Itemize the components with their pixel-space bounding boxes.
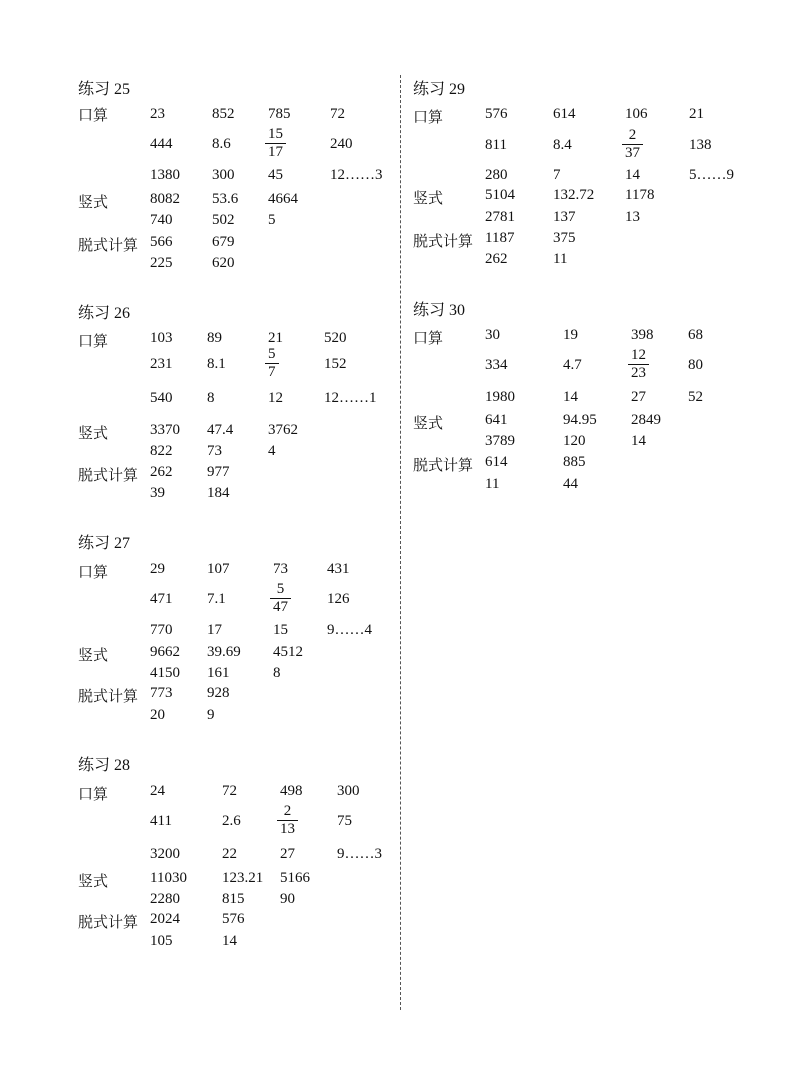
oral-answer: 431	[327, 561, 350, 577]
step-answer: 977	[207, 464, 230, 480]
fraction-answer	[628, 347, 649, 382]
fraction-answer	[622, 127, 643, 162]
step-answer: 773	[150, 685, 173, 701]
oral-answer: 8.6	[212, 136, 231, 152]
fraction-numerator: 5	[270, 581, 291, 599]
fraction-denominator: 37	[625, 145, 640, 161]
oral-answer: 398	[631, 327, 654, 343]
vertical-label: 竖式	[78, 648, 109, 664]
fraction-numerator: 12	[628, 347, 649, 365]
oral-answer: 73	[273, 561, 288, 577]
vertical-answer: 8	[273, 665, 281, 681]
oral-answer: 9……4	[327, 622, 372, 638]
step-answer: 576	[222, 911, 245, 927]
step-label: 脱式计算	[78, 689, 139, 705]
oral-answer: 12……3	[330, 167, 383, 183]
fraction-answer	[265, 126, 286, 161]
oral-answer: 24	[150, 783, 165, 799]
step-answer: 9	[207, 707, 215, 723]
vertical-answer: 90	[280, 891, 295, 907]
oral-answer: 80	[688, 357, 703, 373]
vertical-answer: 47.4	[207, 422, 234, 438]
oral-answer: 411	[150, 813, 172, 829]
step-answer: 44	[563, 476, 578, 492]
step-answer: 184	[207, 485, 230, 501]
oral-answer: 15	[273, 622, 288, 638]
vertical-answer: 5104	[485, 187, 515, 203]
section-title: 练习 30	[413, 302, 466, 319]
vertical-answer: 73	[207, 443, 222, 459]
vertical-answer: 11030	[150, 870, 187, 886]
oral-answer: 3200	[150, 846, 180, 862]
oral-answer: 576	[485, 106, 508, 122]
vertical-answer: 132.72	[553, 187, 595, 203]
oral-label: 口算	[78, 108, 109, 124]
vertical-answer: 123.21	[222, 870, 264, 886]
oral-answer: 30	[485, 327, 500, 343]
oral-answer: 75	[337, 813, 352, 829]
section-title: 练习 29	[413, 81, 466, 98]
oral-answer: 89	[207, 330, 222, 346]
step-answer: 262	[485, 251, 508, 267]
fraction-denominator: 13	[280, 821, 295, 837]
oral-answer: 300	[212, 167, 235, 183]
oral-answer: 21	[268, 330, 283, 346]
oral-answer: 12	[268, 390, 283, 406]
step-answer: 262	[150, 464, 173, 480]
step-answer: 225	[150, 255, 173, 271]
oral-answer: 852	[212, 106, 235, 122]
vertical-answer: 53.6	[212, 191, 239, 207]
oral-answer: 5……9	[689, 167, 734, 183]
step-answer: 2024	[150, 911, 180, 927]
vertical-answer: 740	[150, 212, 173, 228]
vertical-label: 竖式	[413, 191, 444, 207]
vertical-answer: 4664	[268, 191, 298, 207]
step-answer: 928	[207, 685, 230, 701]
vertical-answer: 2280	[150, 891, 180, 907]
fraction-answer	[270, 581, 291, 616]
step-answer: 11	[485, 476, 500, 492]
oral-answer: 520	[324, 330, 347, 346]
oral-answer: 27	[280, 846, 295, 862]
oral-answer: 21	[689, 106, 704, 122]
oral-label: 口算	[413, 331, 444, 347]
fraction-answer	[265, 346, 279, 381]
vertical-answer: 39.69	[207, 644, 241, 660]
section-title: 练习 27	[78, 535, 131, 552]
step-answer: 614	[485, 454, 508, 470]
oral-answer: 240	[330, 136, 353, 152]
step-answer: 105	[150, 933, 173, 949]
vertical-answer: 2781	[485, 209, 515, 225]
vertical-answer: 822	[150, 443, 173, 459]
fraction-denominator: 47	[273, 599, 288, 615]
vertical-answer: 3789	[485, 433, 515, 449]
fraction-denominator: 7	[268, 364, 276, 380]
oral-answer: 300	[337, 783, 360, 799]
vertical-answer: 8082	[150, 191, 180, 207]
oral-answer: 811	[485, 137, 507, 153]
oral-answer: 471	[150, 591, 173, 607]
oral-answer: 14	[625, 167, 640, 183]
section-title: 练习 25	[78, 81, 131, 98]
vertical-answer: 1178	[625, 187, 655, 203]
oral-answer: 19	[563, 327, 578, 343]
step-answer: 14	[222, 933, 237, 949]
oral-answer: 7.1	[207, 591, 226, 607]
vertical-answer: 120	[563, 433, 586, 449]
vertical-answer: 3762	[268, 422, 298, 438]
oral-answer: 785	[268, 106, 291, 122]
oral-answer: 334	[485, 357, 508, 373]
oral-answer: 8	[207, 390, 215, 406]
section-title: 练习 28	[78, 757, 131, 774]
step-answer: 39	[150, 485, 165, 501]
oral-answer: 22	[222, 846, 237, 862]
vertical-label: 竖式	[78, 874, 109, 890]
oral-answer: 14	[563, 389, 578, 405]
vertical-answer: 9662	[150, 644, 180, 660]
step-answer: 566	[150, 234, 173, 250]
oral-answer: 103	[150, 330, 173, 346]
fraction-numerator: 15	[265, 126, 286, 144]
oral-answer: 1980	[485, 389, 515, 405]
vertical-label: 竖式	[413, 416, 444, 432]
step-answer: 11	[553, 251, 568, 267]
oral-answer: 138	[689, 137, 712, 153]
step-label: 脱式计算	[413, 234, 474, 250]
oral-answer: 7	[553, 167, 561, 183]
step-answer: 679	[212, 234, 235, 250]
oral-label: 口算	[78, 565, 109, 581]
vertical-answer: 502	[212, 212, 235, 228]
oral-answer: 8.4	[553, 137, 572, 153]
oral-answer: 1380	[150, 167, 180, 183]
vertical-answer: 2849	[631, 412, 661, 428]
step-answer: 620	[212, 255, 235, 271]
oral-answer: 29	[150, 561, 165, 577]
oral-answer: 614	[553, 106, 576, 122]
oral-answer: 23	[150, 106, 165, 122]
vertical-answer: 5	[268, 212, 276, 228]
column-divider	[400, 75, 401, 1010]
vertical-answer: 14	[631, 433, 646, 449]
fraction-denominator: 17	[268, 144, 283, 160]
fraction-numerator: 5	[265, 346, 279, 364]
oral-answer: 4.7	[563, 357, 582, 373]
oral-answer: 17	[207, 622, 222, 638]
step-answer: 1187	[485, 230, 515, 246]
step-label: 脱式计算	[413, 458, 474, 474]
oral-answer: 27	[631, 389, 646, 405]
vertical-answer: 13	[625, 209, 640, 225]
oral-answer: 12……1	[324, 390, 377, 406]
oral-answer: 444	[150, 136, 173, 152]
vertical-label: 竖式	[78, 195, 109, 211]
oral-answer: 9……3	[337, 846, 382, 862]
fraction-denominator: 23	[631, 365, 646, 381]
fraction-numerator: 2	[622, 127, 643, 145]
step-answer: 885	[563, 454, 586, 470]
oral-answer: 498	[280, 783, 303, 799]
oral-answer: 52	[688, 389, 703, 405]
oral-answer: 231	[150, 356, 173, 372]
vertical-answer: 4150	[150, 665, 180, 681]
step-answer: 375	[553, 230, 576, 246]
oral-answer: 540	[150, 390, 173, 406]
fraction-numerator: 2	[277, 803, 298, 821]
oral-answer: 8.1	[207, 356, 226, 372]
oral-answer: 770	[150, 622, 173, 638]
oral-answer: 72	[330, 106, 345, 122]
vertical-answer: 4512	[273, 644, 303, 660]
oral-answer: 280	[485, 167, 508, 183]
vertical-answer: 815	[222, 891, 245, 907]
oral-answer: 152	[324, 356, 347, 372]
vertical-answer: 5166	[280, 870, 310, 886]
vertical-label: 竖式	[78, 426, 109, 442]
oral-answer: 2.6	[222, 813, 241, 829]
oral-answer: 45	[268, 167, 283, 183]
oral-answer: 72	[222, 783, 237, 799]
oral-answer: 107	[207, 561, 230, 577]
oral-label: 口算	[413, 110, 444, 126]
vertical-answer: 94.95	[563, 412, 597, 428]
vertical-answer: 161	[207, 665, 230, 681]
step-label: 脱式计算	[78, 915, 139, 931]
fraction-answer	[277, 803, 298, 838]
oral-label: 口算	[78, 334, 109, 350]
step-label: 脱式计算	[78, 468, 139, 484]
oral-answer: 106	[625, 106, 648, 122]
vertical-answer: 137	[553, 209, 576, 225]
oral-answer: 68	[688, 327, 703, 343]
step-answer: 20	[150, 707, 165, 723]
oral-label: 口算	[78, 787, 109, 803]
vertical-answer: 3370	[150, 422, 180, 438]
step-label: 脱式计算	[78, 238, 139, 254]
vertical-answer: 4	[268, 443, 276, 459]
section-title: 练习 26	[78, 305, 131, 322]
vertical-answer: 641	[485, 412, 508, 428]
oral-answer: 126	[327, 591, 350, 607]
